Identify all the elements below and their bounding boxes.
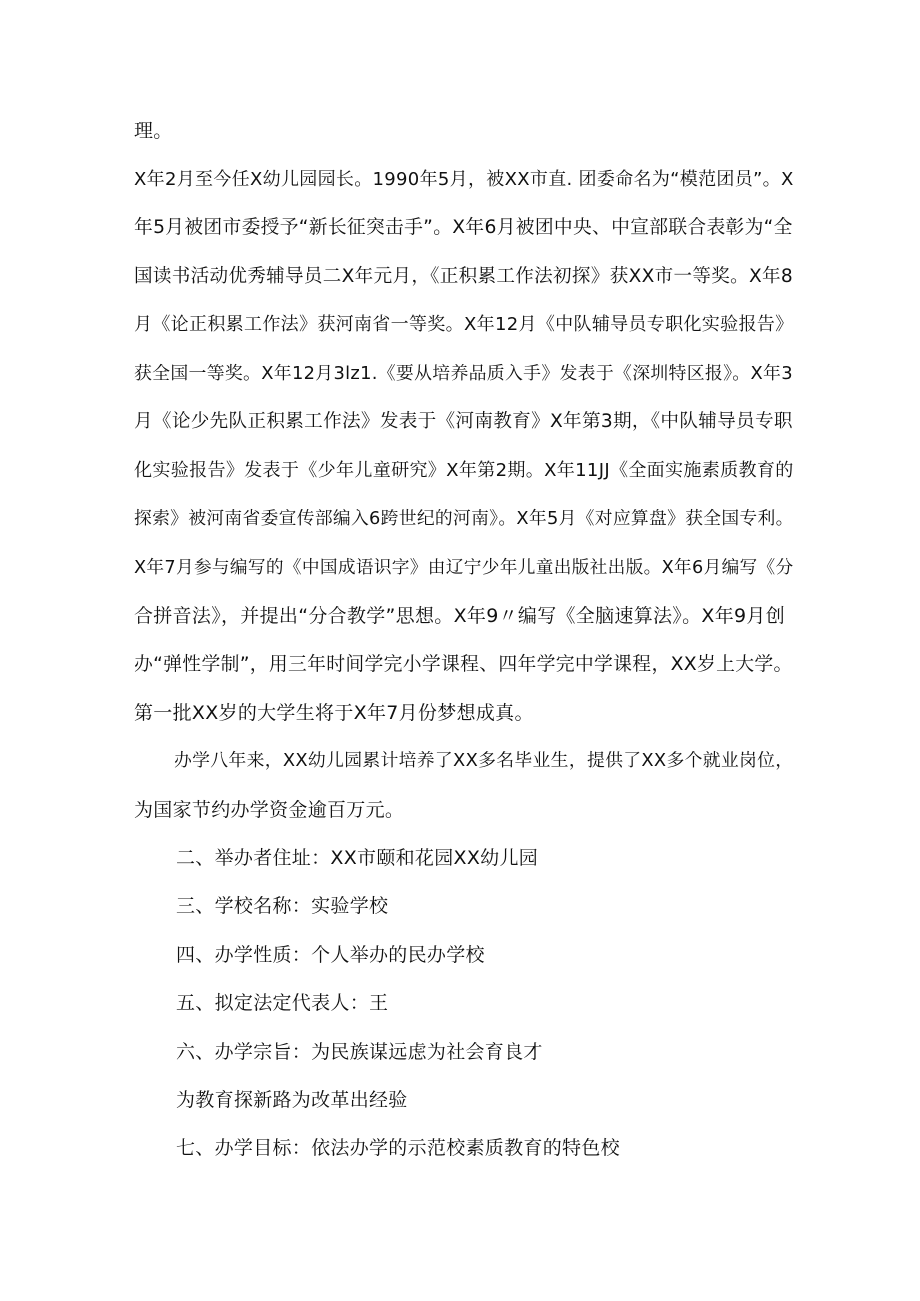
section-item: 七、办学目标：依法办学的示范校素质教育的特色校 [176, 1137, 620, 1159]
text-line: 年5月被团市委授予“新长征突击手”。X年6月被团中央、中宣部联合表彰为“全 [134, 217, 793, 238]
text-line: 理。 [134, 120, 173, 142]
text-line: 月《论正积累工作法》获河南省一等奖。X年12月《中队辅导员专职化实验报告》 [134, 314, 794, 335]
text-line: 探索》被河南省委宣传部编入6跨世纪的河南》。X年5月《对应算盘》获全国专利。 [134, 508, 794, 529]
section-item: 五、拟定法定代表人：王 [176, 992, 389, 1014]
section-item: 三、学校名称：实验学校 [176, 895, 389, 917]
section-item: 四、办学性质：个人举办的民办学校 [176, 944, 485, 966]
section-item: 二、举办者住址：XX市颐和花园XX幼儿园 [176, 847, 539, 869]
text-line: X年7月参与编写的《中国成语识字》由辽宁少年儿童出版社出版。X年6月编写《分 [134, 558, 794, 578]
text-line: 合拼音法》，并提出“分合教学”思想。X年9〃编写《全脑速算法》。X年9月创 [134, 605, 785, 627]
text-line: 获全国一等奖。X年12月3lz1.《要从培养品质入手》发表于《深圳特区报》。X年3 [134, 363, 793, 384]
text-line: 月《论少先队正积累工作法》发表于《河南教育》X年第3期，《中队辅导员专职 [134, 411, 793, 432]
text-line: 第一批XX岁的大学生将于X年7月份梦想成真。 [134, 702, 534, 724]
paragraph-first-line: 办学八年来，XX幼儿园累计培养了XX多名毕业生，提供了XX多个就业岗位， [174, 750, 794, 771]
section-item: 六、办学宗旨：为民族谋远虑为社会育良才 [176, 1041, 543, 1063]
text-line: 化实验报告》发表于《少年儿童研究》X年第2期。X年11JJ《全面实施素质教育的 [134, 460, 794, 481]
text-line: 为国家节约办学资金逾百万元。 [134, 799, 405, 821]
text-line: 办“弹性学制”，用三年时间学完小学课程、四年学完中学课程，XX岁上大学。 [134, 654, 793, 675]
text-line: 国读书活动优秀辅导员二X年元月，《正积累工作法初探》获XX市一等奖。X年8 [134, 266, 794, 287]
section-item-continuation: 为教育探新路为改革出经验 [176, 1089, 408, 1111]
text-line: X年2月至今任X幼儿园园长。1990年5月，被XX市直. 团委命名为“模范团员”。X [134, 169, 794, 190]
